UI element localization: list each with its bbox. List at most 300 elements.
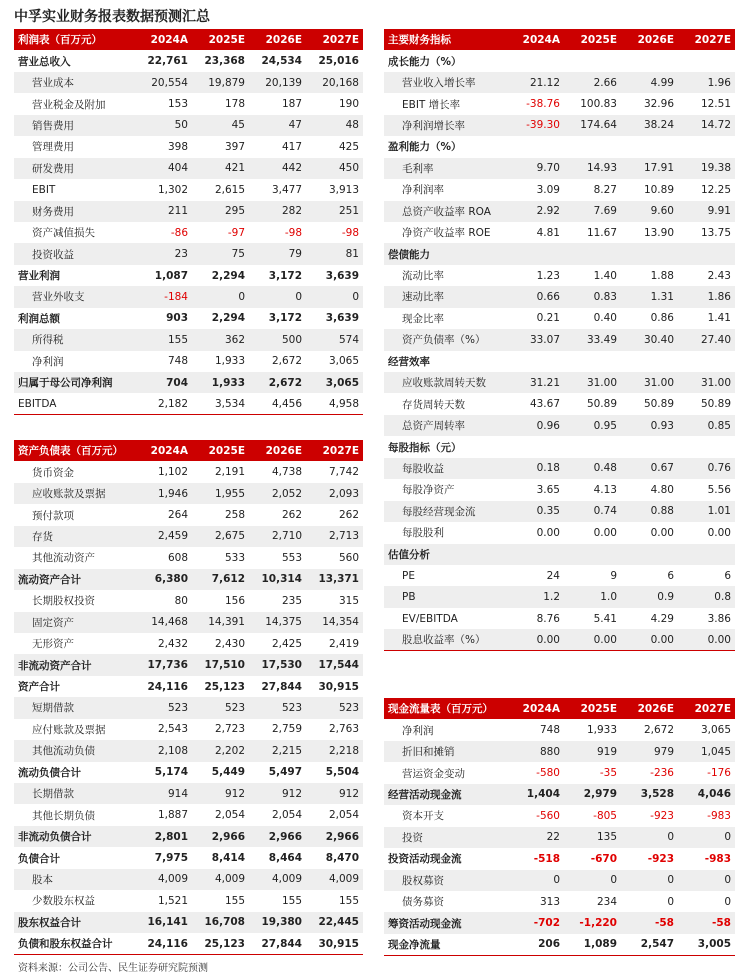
table-cell: 9 (610, 569, 617, 582)
table-cell: 17.91 (621, 158, 678, 179)
row-label: 筹资活动现金流 (384, 912, 507, 933)
table-cell: 450 (306, 158, 363, 179)
table-cell (678, 544, 735, 565)
table-cell (678, 136, 735, 157)
table-cell: -702 (507, 912, 564, 933)
table-row (14, 826, 363, 847)
table-cell: 295 (192, 201, 249, 222)
row-label: 应收账款周转天数 (384, 372, 507, 393)
table-cell: 1.96 (678, 72, 735, 93)
table-row (14, 93, 363, 114)
row-label: 负债合计 (18, 852, 60, 865)
table-cell: 17,530 (249, 654, 306, 675)
table-row (384, 629, 735, 650)
table-cell: 608 (167, 551, 188, 564)
table-cell: 7,742 (328, 466, 359, 479)
table-cell: 13.90 (643, 226, 674, 239)
table-cell: 5,449 (211, 766, 245, 779)
table-cell: 174.64 (564, 115, 621, 136)
table-row (384, 329, 735, 350)
table-cell: 2,052 (249, 483, 306, 504)
table-cell: -35 (599, 767, 617, 780)
table-cell: 2,710 (249, 526, 306, 547)
column-header: 2026E (249, 29, 306, 50)
table-cell: 31.21 (507, 372, 564, 393)
table-title: 主要财务指标 (384, 29, 507, 50)
table-cell: 560 (338, 551, 359, 564)
table-cell (507, 351, 564, 372)
table-cell: -1,220 (564, 912, 621, 933)
table-cell: 0.93 (621, 415, 678, 436)
table-cell: 0.35 (507, 501, 564, 522)
table-cell: 3,913 (328, 183, 359, 196)
table-title: 现金流量表（百万元） (384, 698, 507, 719)
table-cell: 1.23 (536, 269, 560, 282)
table-cell: 7,612 (192, 569, 249, 590)
table-cell: 442 (249, 158, 306, 179)
table-cell: -923 (650, 809, 674, 822)
table-title: 资产负债表（百万元） (14, 440, 135, 461)
table-cell: -176 (707, 767, 731, 780)
table-cell: 2,218 (306, 740, 363, 761)
row-label: 现金净流量 (384, 934, 507, 955)
row-label: 每股指标（元） (388, 441, 462, 454)
table-cell: -38.76 (526, 98, 560, 111)
table-cell (564, 136, 621, 157)
table-row (14, 243, 363, 264)
table-cell: 0 (621, 827, 678, 848)
table-cell: 2,979 (564, 784, 621, 805)
table-cell: 1,521 (157, 894, 188, 907)
table-cell: 1.40 (593, 269, 617, 282)
table-cell: 206 (507, 934, 564, 955)
table-cell: -983 (707, 809, 731, 822)
table-cell: -98 (341, 226, 359, 239)
table-cell: 24 (546, 569, 560, 582)
table-cell: 50.89 (700, 398, 731, 411)
table-cell: 0.86 (650, 312, 674, 325)
table-cell: 1,887 (157, 809, 188, 822)
row-label: 股息收益率（%） (384, 629, 507, 650)
table-row (384, 372, 735, 393)
table-cell: 251 (306, 201, 363, 222)
table-cell: 21.12 (507, 72, 564, 93)
table-row (384, 308, 735, 329)
table-cell: 2,202 (192, 740, 249, 761)
table-cell: 14.72 (678, 115, 735, 136)
table-cell: 1.88 (650, 269, 674, 282)
table-cell: 24,116 (147, 680, 188, 693)
table-cell: 2,294 (211, 269, 245, 282)
table-cell: 0.40 (593, 312, 617, 325)
column-header: 2025E (564, 29, 621, 50)
table-cell: 17,510 (192, 654, 249, 675)
table-cell: 0.67 (621, 458, 678, 479)
row-label: 财务费用 (14, 201, 135, 222)
row-label: 每股收益 (384, 458, 507, 479)
table-row (384, 762, 735, 783)
table-cell: 5,497 (268, 766, 302, 779)
column-header: 2026E (249, 440, 306, 461)
table-row (14, 633, 363, 654)
table-cell: -580 (536, 767, 560, 780)
table-cell: 20,168 (306, 72, 363, 93)
table-cell: 50.89 (586, 398, 617, 411)
table-cell: 4.80 (650, 483, 674, 496)
table-cell: 45 (192, 115, 249, 136)
table-cell: -560 (536, 809, 560, 822)
table-row (14, 329, 363, 350)
table-cell (507, 136, 564, 157)
cash-flow-table (384, 698, 735, 956)
table-row (14, 308, 363, 329)
table-cell: 9.60 (621, 201, 678, 222)
row-label: 投资 (384, 827, 507, 848)
table-cell: 0.96 (507, 415, 564, 436)
row-label: 流动比率 (402, 270, 444, 283)
table-cell: 6 (724, 569, 731, 582)
table-cell: 421 (192, 158, 249, 179)
table-cell: 903 (166, 312, 188, 325)
table-row (14, 461, 363, 482)
table-cell: 313 (539, 895, 560, 908)
table-cell: 19.38 (678, 158, 735, 179)
row-label: 资产负债率（%） (384, 329, 507, 350)
table-header-row (384, 698, 735, 719)
row-label: 股东权益合计 (14, 912, 135, 933)
table-row (384, 479, 735, 500)
key-ratios-table (384, 29, 735, 651)
table-cell: 2.66 (564, 72, 621, 93)
table-cell: 3,639 (325, 312, 359, 325)
table-cell: 8,470 (325, 852, 359, 865)
table-cell: 235 (281, 594, 302, 607)
table-cell: 0 (621, 870, 678, 891)
table-cell: 19,380 (249, 912, 306, 933)
row-label: 短期借款 (14, 697, 135, 718)
table-cell: 523 (192, 697, 249, 718)
table-cell: 425 (338, 140, 359, 153)
table-cell: 0 (306, 286, 363, 307)
row-label: 营业收入增长率 (384, 72, 507, 93)
table-cell: 2,672 (271, 355, 302, 368)
source-footnote: 资料来源：公司公告、民生证券研究院预测 (18, 963, 208, 974)
table-cell: 31.00 (678, 372, 735, 393)
row-label: 存货 (14, 526, 135, 547)
row-label: 营业外收支 (14, 286, 135, 307)
table-cell (564, 243, 621, 264)
table-row (384, 243, 735, 264)
table-cell: 14.93 (564, 158, 621, 179)
table-cell: 24,534 (261, 55, 302, 68)
row-label: 债务募资 (402, 896, 444, 909)
table-row (384, 501, 735, 522)
table-cell (507, 436, 564, 457)
table-cell: 38.24 (621, 115, 678, 136)
row-label: 存货周转天数 (402, 398, 465, 411)
table-cell: 12.25 (700, 183, 731, 196)
table-cell: 24,116 (135, 933, 192, 954)
table-cell: 30.40 (621, 329, 678, 350)
row-label: 长期借款 (14, 783, 135, 804)
table-cell: 27,844 (249, 933, 306, 954)
table-cell: 3.86 (707, 612, 731, 625)
table-cell: 22 (507, 827, 564, 848)
table-cell: -518 (533, 852, 560, 865)
table-cell: 8.27 (593, 183, 617, 196)
table-cell: 3,639 (325, 269, 359, 282)
table-cell: 12.51 (700, 98, 731, 111)
table-row (14, 569, 363, 590)
table-cell: 262 (281, 509, 302, 522)
table-cell: 47 (249, 115, 306, 136)
row-label: 货币资金 (32, 466, 74, 479)
table-cell: 2.92 (507, 201, 564, 222)
table-cell: 33.07 (507, 329, 564, 350)
table-cell: 14,468 (135, 612, 192, 633)
row-label: 少数股东权益 (32, 895, 95, 908)
table-cell: 2,430 (214, 637, 245, 650)
table-cell: 178 (224, 98, 245, 111)
row-label: 管理费用 (32, 141, 74, 154)
table-row (14, 504, 363, 525)
table-row (384, 393, 735, 414)
table-row (14, 847, 363, 868)
table-cell: 0.00 (621, 629, 678, 650)
table-cell: 100.83 (580, 98, 617, 111)
table-row (384, 351, 735, 372)
table-cell: 43.67 (529, 398, 560, 411)
table-row (384, 805, 735, 826)
table-cell: 880 (507, 741, 564, 762)
table-cell: 262 (338, 509, 359, 522)
table-cell: 3,065 (700, 724, 731, 737)
table-row (14, 136, 363, 157)
table-cell: 1,045 (678, 741, 735, 762)
table-cell: -983 (704, 852, 731, 865)
row-label: 流动负债合计 (18, 766, 81, 779)
table-cell: 23,368 (204, 55, 245, 68)
table-cell: 2,543 (157, 723, 188, 736)
table-header-row (384, 29, 735, 50)
table-cell: 0.83 (564, 286, 621, 307)
row-label: 长期股权投资 (32, 595, 95, 608)
table-cell: 2,425 (271, 637, 302, 650)
table-cell: 0 (667, 895, 674, 908)
table-cell: 30,915 (318, 680, 359, 693)
table-row (384, 286, 735, 307)
row-label: EBIT 增长率 (402, 98, 461, 111)
table-row (384, 719, 735, 740)
table-cell: 2,054 (328, 809, 359, 822)
column-header: 2027E (678, 29, 735, 50)
table-cell (621, 243, 678, 264)
table-row (384, 912, 735, 933)
table-row (14, 393, 363, 414)
table-cell: 25,123 (204, 680, 245, 693)
table-cell: 8,414 (211, 852, 245, 865)
table-row (14, 50, 363, 71)
table-cell: 211 (135, 201, 192, 222)
table-cell: 0 (507, 870, 564, 891)
table-row (14, 590, 363, 611)
table-cell: 914 (135, 783, 192, 804)
table-cell: 919 (564, 741, 621, 762)
table-row (384, 741, 735, 762)
table-cell: 0 (249, 286, 306, 307)
table-cell (621, 351, 678, 372)
table-row (384, 608, 735, 629)
table-cell: 5.41 (593, 612, 617, 625)
column-header: 2024A (135, 440, 192, 461)
table-cell (564, 436, 621, 457)
table-cell: 1.86 (678, 286, 735, 307)
table-cell: -86 (170, 226, 188, 239)
table-cell: 3,534 (192, 393, 249, 414)
row-label: 应付账款及票据 (32, 723, 106, 736)
table-cell: 533 (224, 551, 245, 564)
table-cell: 4,009 (192, 869, 249, 890)
table-row (14, 72, 363, 93)
table-row (14, 158, 363, 179)
column-header: 2026E (621, 698, 678, 719)
table-cell: 1,087 (154, 269, 188, 282)
row-label: 其他流动资产 (32, 552, 95, 565)
table-cell: 16,708 (192, 912, 249, 933)
table-cell: 16,141 (135, 912, 192, 933)
row-label: 毛利率 (384, 158, 507, 179)
table-cell: 2,215 (249, 740, 306, 761)
table-cell: 14,354 (306, 612, 363, 633)
table-cell: 0.00 (707, 526, 731, 539)
column-header: 2025E (192, 29, 249, 50)
table-cell: 156 (224, 594, 245, 607)
table-cell: 398 (167, 140, 188, 153)
table-cell: 13.75 (700, 226, 731, 239)
row-label: 营业总收入 (18, 55, 71, 68)
table-cell: 5,174 (154, 766, 188, 779)
row-label: 投资活动现金流 (388, 853, 462, 866)
row-label: 每股股利 (402, 527, 444, 540)
table-cell: 2,672 (249, 372, 306, 393)
row-label: 净利润增长率 (384, 115, 507, 136)
table-cell: 553 (281, 551, 302, 564)
table-cell: 2,759 (271, 723, 302, 736)
table-cell: 2,093 (306, 483, 363, 504)
table-cell: 2,675 (192, 526, 249, 547)
table-row (384, 415, 735, 436)
row-label: 估值分析 (384, 544, 507, 565)
table-cell: 3,065 (328, 355, 359, 368)
table-cell: 5.56 (707, 483, 731, 496)
row-label: 每股经营现金流 (384, 501, 507, 522)
table-cell: 282 (249, 201, 306, 222)
table-cell (678, 243, 735, 264)
table-row (14, 265, 363, 286)
row-label: 净利润率 (402, 184, 444, 197)
table-cell: 50 (135, 115, 192, 136)
table-cell: 0.21 (536, 312, 560, 325)
table-cell: 1,404 (507, 784, 564, 805)
table-header-row (14, 29, 363, 50)
table-cell: 3.09 (536, 183, 560, 196)
table-cell: 4,009 (249, 869, 306, 890)
table-cell: 4,958 (306, 393, 363, 414)
table-cell: 1.0 (564, 586, 621, 607)
table-cell (564, 544, 621, 565)
table-header-row (14, 440, 363, 461)
table-cell: 17,736 (135, 654, 192, 675)
row-label: PB (384, 586, 507, 607)
table-cell: 155 (281, 894, 302, 907)
table-cell: -39.30 (507, 115, 564, 136)
table-row (14, 286, 363, 307)
table-row (14, 869, 363, 890)
table-row (14, 762, 363, 783)
table-row (14, 115, 363, 136)
table-cell: 190 (338, 98, 359, 111)
table-cell: 0.66 (507, 286, 564, 307)
table-cell: 14,391 (192, 612, 249, 633)
table-cell: 0.00 (507, 629, 564, 650)
table-cell: 0 (724, 895, 731, 908)
row-label: 速动比率 (384, 286, 507, 307)
table-cell: -923 (647, 852, 674, 865)
table-cell: 748 (167, 355, 188, 368)
table-cell (678, 50, 735, 71)
table-cell: 1,933 (586, 724, 617, 737)
table-row (14, 783, 363, 804)
table-cell: 4,009 (135, 869, 192, 890)
table-cell: 0.00 (650, 526, 674, 539)
table-cell: -236 (650, 767, 674, 780)
table-cell (678, 436, 735, 457)
table-cell: 3,528 (621, 784, 678, 805)
table-row (384, 72, 735, 93)
table-cell: 27,844 (261, 680, 302, 693)
table-cell: 135 (564, 827, 621, 848)
table-cell: 704 (135, 372, 192, 393)
table-row (14, 933, 363, 954)
table-row (14, 179, 363, 200)
table-cell: 1,302 (157, 183, 188, 196)
table-cell: 17,544 (306, 654, 363, 675)
table-cell: -97 (227, 226, 245, 239)
table-cell: 523 (249, 697, 306, 718)
table-row (384, 848, 735, 869)
table-row (14, 547, 363, 568)
table-cell: 155 (135, 329, 192, 350)
table-cell: 22,445 (306, 912, 363, 933)
table-cell: 748 (539, 724, 560, 737)
table-cell: 0.9 (621, 586, 678, 607)
table-cell: 6,380 (135, 569, 192, 590)
row-label: 利润总额 (18, 312, 60, 325)
table-row (384, 115, 735, 136)
table-cell: 4.29 (650, 612, 674, 625)
table-cell: 2,459 (135, 526, 192, 547)
table-row (14, 526, 363, 547)
table-cell: 258 (224, 509, 245, 522)
table-row (14, 740, 363, 761)
table-cell: 1,089 (564, 934, 621, 955)
table-cell: 0.76 (678, 458, 735, 479)
row-label: 非流动资产合计 (14, 654, 135, 675)
column-header: 2025E (564, 698, 621, 719)
table-row (384, 544, 735, 565)
row-label: EV/EBITDA (402, 612, 458, 625)
row-label: 盈利能力（%） (388, 141, 462, 154)
